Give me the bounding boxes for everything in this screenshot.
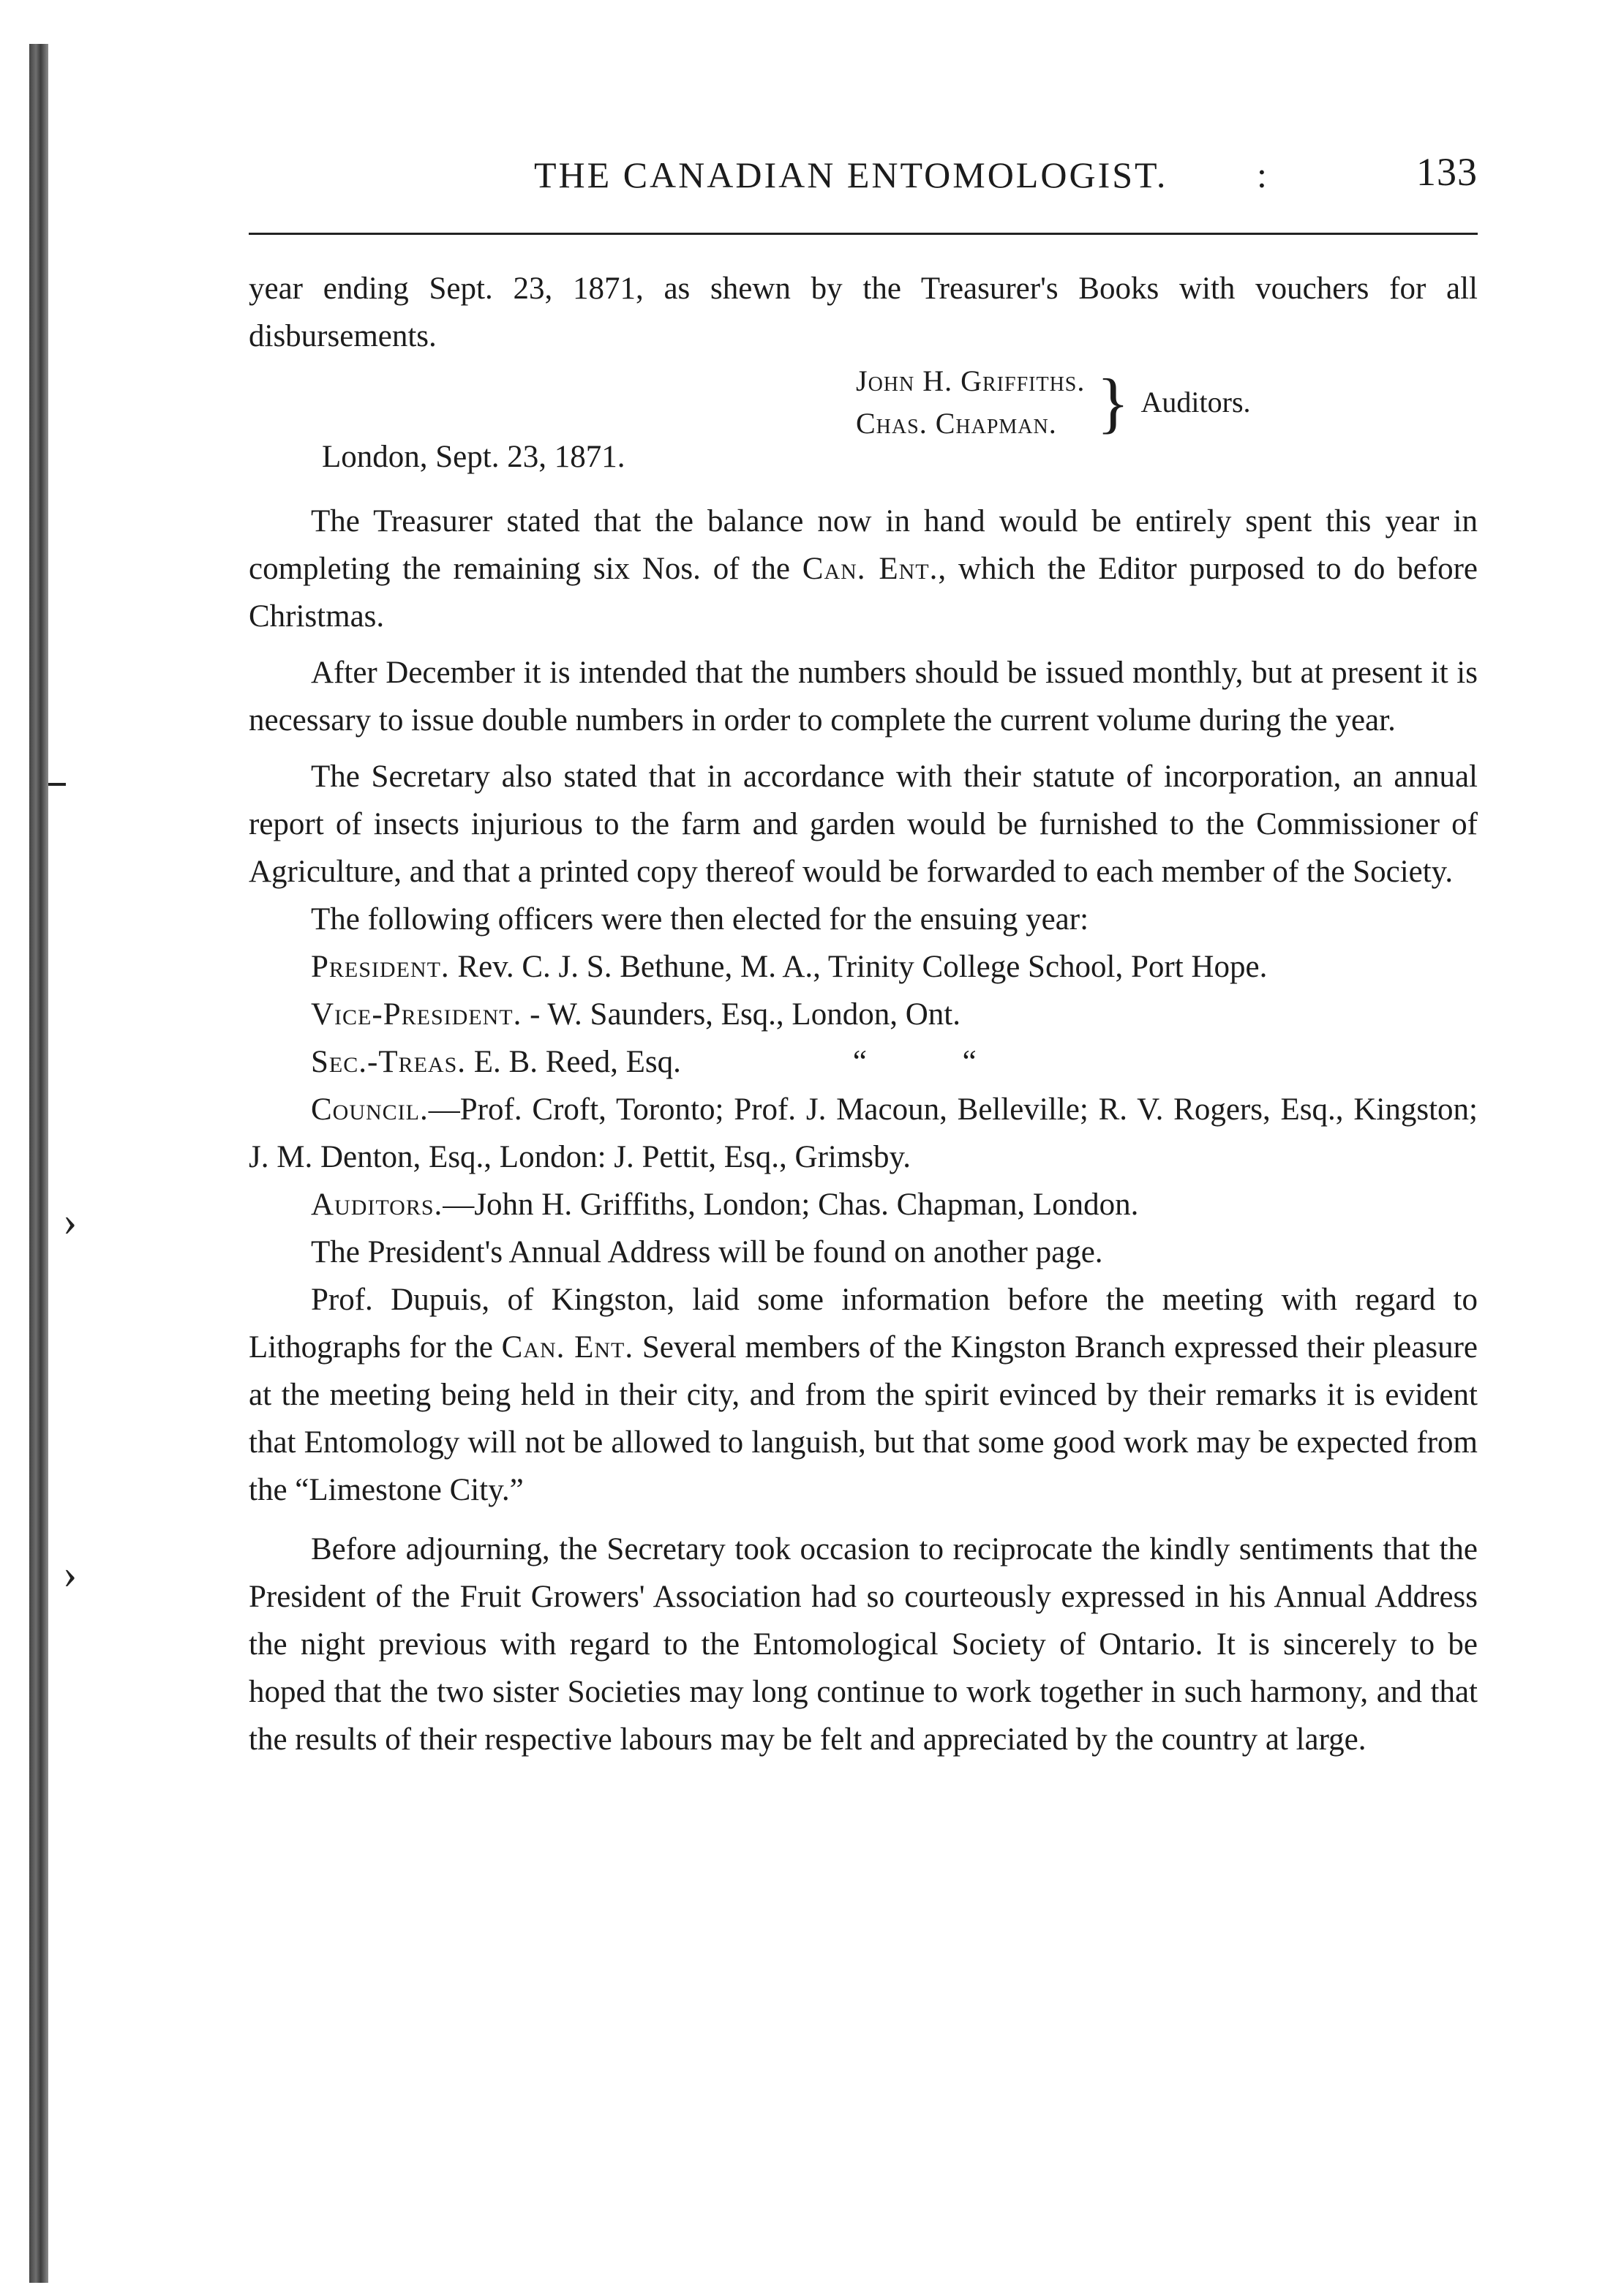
running-header [249, 150, 1478, 205]
officer-text: Rev. C. J. S. Bethune, M. A., Trinity College School, Port Hope. [457, 950, 1268, 984]
text-run: The Treasurer stated that the balance now in hand would be entirely spent this year in completing the remaining six Nos. of the [249, 504, 1478, 586]
officer-title: Vice-President. [311, 997, 522, 1032]
text-run: Prof. Dupuis, of Kingston, laid some information before the meeting with regard to Lithographs for the [249, 1283, 1478, 1365]
officer-title: Sec.-Treas. [311, 1045, 467, 1079]
margin-tick [48, 783, 66, 786]
ditto-marks: “ “ [852, 1045, 1020, 1079]
officer-auditors [249, 1181, 1478, 1228]
paragraph-adjourning: Before adjourning, the Secretary took occasion to reciprocate the kindly sentiments that the President of the Fruit Growers' Association had so courteously expressed in his Annual Address the night previous with regard to the Entomological Society of Ontario. It is sincerely to be hoped that the two sister Societies may long continue to work together in such harmony, and that the results of their respective labours may be felt and appreciated by the country at large. [249, 1532, 1478, 1757]
journal-abbr: Can. Ent. [501, 1330, 634, 1365]
paragraph-address: The President's Annual Address will be found on another page. [311, 1235, 1103, 1269]
auditors-role: Auditors. [1140, 386, 1251, 419]
officer-text: —Prof. Croft, Toronto; Prof. J. Macoun, Belleville; R. V. Rogers, Esq., Kingston; J. M. Denton, Esq., London: J. Pettit, Esq., Grimsby. [249, 1092, 1478, 1174]
signer-name: Chas. Chapman. [856, 407, 1057, 440]
dateline: London, Sept. 23, 1871. [322, 440, 625, 474]
officer-president [249, 943, 1478, 991]
header-rule [249, 233, 1478, 235]
officer-title: Council. [311, 1092, 429, 1127]
brace-mark: } [1097, 365, 1129, 440]
margin-bracket-mark: › [63, 1197, 78, 1245]
journal-abbr: Can. Ent. [802, 552, 939, 586]
signer-names [856, 360, 1085, 445]
text-run: Several members of the Kingston Branch expressed their pleasure at the meeting being held in their city, and from the spirit evinced by their remarks it is evident that Entomology will not be allowed to languish, but that some good work may be expected from the “Limestone City.” [249, 1330, 1478, 1507]
header-mark: : [1257, 154, 1269, 195]
officer-text: - W. Saunders, Esq., London, Ont. [530, 997, 961, 1032]
paragraph-officers-intro: The following officers were then elected for the ensuing year: [311, 902, 1089, 937]
text-run: , which the Editor purposed to do before Christmas. [249, 552, 1478, 634]
audit-statement [249, 265, 1478, 360]
audit-opening: year ending Sept. 23, 1871, as shewn by the Treasurer's Books with vouchers for all disbursements. [249, 271, 1478, 353]
officer-text: E. B. Reed, Esq. [473, 1045, 681, 1079]
journal-title: THE CANADIAN ENTOMOLOGIST. [534, 154, 1168, 195]
officer-text: —John H. Griffiths, London; Chas. Chapman, London. [443, 1187, 1139, 1222]
signer-name: John H. Griffiths. [856, 364, 1086, 397]
officer-sec-treas [249, 1038, 1478, 1086]
minutes-body [249, 498, 1478, 1763]
paragraph-dupuis [249, 1276, 1478, 1514]
officer-title: Auditors. [311, 1187, 443, 1222]
paragraph-december: After December it is intended that the numbers should be issued monthly, but at present it is necessary to issue double numbers in order to complete the current volume during the year. [249, 656, 1478, 738]
auditor-signatures [856, 360, 1251, 445]
binding-edge [29, 44, 48, 2283]
officer-vice-president [249, 991, 1478, 1038]
officer-title: President. [311, 950, 450, 984]
margin-bracket-mark: › [63, 1550, 78, 1597]
page-number: 133 [1416, 150, 1478, 194]
paragraph-treasurer [249, 498, 1478, 640]
paragraph-secretary: The Secretary also stated that in accordance with their statute of incorporation, an annual report of insects injurious to the farm and garden would be furnished to the Commissioner of Agriculture, and that a printed copy thereof would be forwarded to each member of the Society. [249, 759, 1478, 889]
officer-council [249, 1086, 1478, 1181]
